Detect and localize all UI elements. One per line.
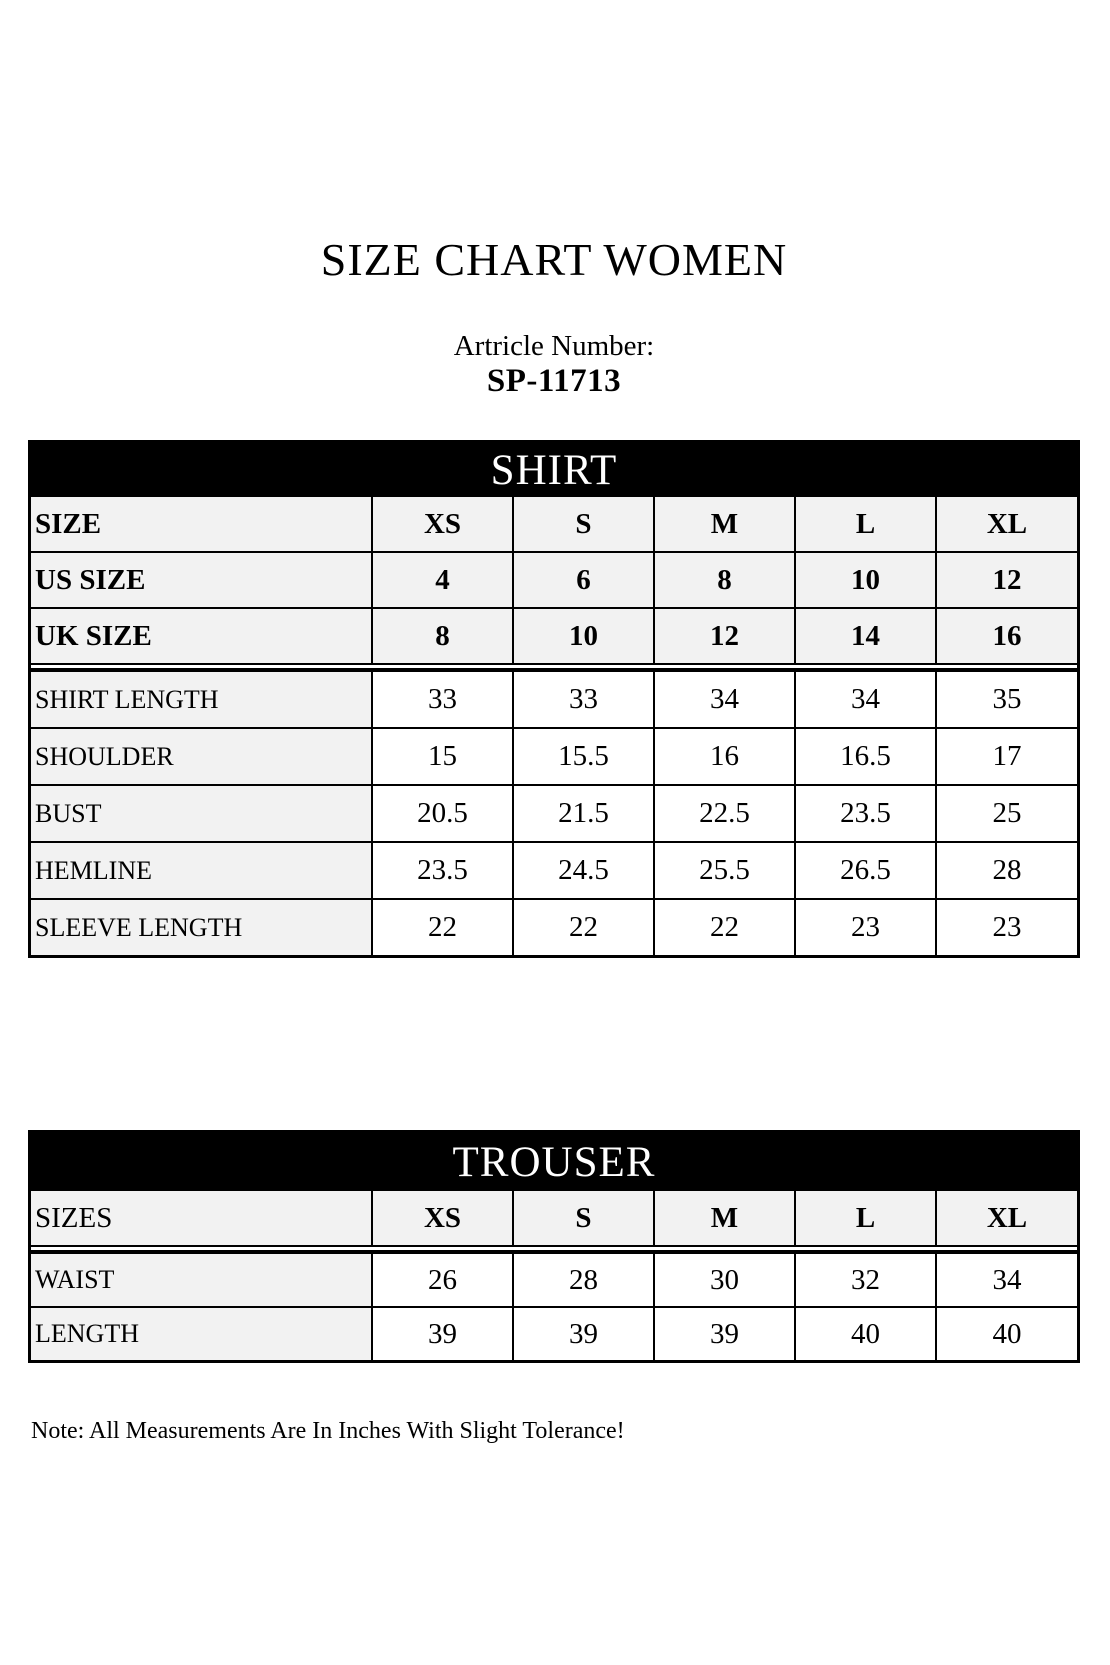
size-value-cell: XS — [372, 1191, 513, 1246]
size-value-cell: 26.5 — [795, 842, 936, 899]
trouser-size-table — [28, 1130, 1080, 1363]
size-value-cell: 35 — [936, 670, 1077, 728]
size-value-cell: 8 — [372, 608, 513, 664]
row-label-cell: HEMLINE — [31, 842, 372, 899]
size-value-cell: 24.5 — [513, 842, 654, 899]
size-value-cell: 28 — [513, 1252, 654, 1307]
size-value-cell: XL — [936, 497, 1077, 552]
measurement-row — [31, 1252, 1077, 1307]
row-label-cell: SHIRT LENGTH — [31, 670, 372, 728]
size-header-row — [31, 608, 1077, 664]
size-header-row — [31, 497, 1077, 552]
size-value-cell: 26 — [372, 1252, 513, 1307]
size-value-cell: 15.5 — [513, 728, 654, 785]
size-value-cell: 34 — [936, 1252, 1077, 1307]
size-value-cell: 39 — [372, 1307, 513, 1360]
row-label-cell: WAIST — [31, 1252, 372, 1307]
shirt-table-body — [31, 668, 1077, 955]
size-value-cell: 23 — [795, 899, 936, 955]
size-value-cell: 17 — [936, 728, 1077, 785]
size-value-cell: M — [654, 1191, 795, 1246]
size-header-row — [31, 1191, 1077, 1246]
size-value-cell: 23.5 — [795, 785, 936, 842]
shirt-table-title-band — [31, 443, 1077, 497]
article-number-label: Artricle Number: — [453, 330, 655, 362]
trouser-table-title: TROUSER — [452, 1138, 656, 1186]
size-value-cell: M — [654, 497, 795, 552]
size-value-cell: S — [513, 497, 654, 552]
row-label-cell: SHOULDER — [31, 728, 372, 785]
size-value-cell: 16 — [936, 608, 1077, 664]
size-header-row — [31, 552, 1077, 608]
row-label-cell: SIZE — [31, 497, 372, 552]
size-value-cell: S — [513, 1191, 654, 1246]
size-value-cell: 12 — [936, 552, 1077, 608]
measurement-row — [31, 1307, 1077, 1360]
row-label-cell: SIZES — [31, 1191, 372, 1246]
size-value-cell: 34 — [795, 670, 936, 728]
row-label-cell: SLEEVE LENGTH — [31, 899, 372, 955]
trouser-table-header — [31, 1191, 1077, 1247]
shirt-size-table — [28, 440, 1080, 958]
trouser-table-body — [31, 1250, 1077, 1360]
shirt-table-header — [31, 497, 1077, 665]
size-value-cell: 23 — [936, 899, 1077, 955]
size-value-cell: 28 — [936, 842, 1077, 899]
row-label-cell: LENGTH — [31, 1307, 372, 1360]
article-number-value: SP-11713 — [486, 363, 622, 399]
size-value-cell: 39 — [654, 1307, 795, 1360]
size-value-cell: 22 — [654, 899, 795, 955]
size-value-cell: 8 — [654, 552, 795, 608]
size-value-cell: 25.5 — [654, 842, 795, 899]
size-value-cell: 16 — [654, 728, 795, 785]
size-value-cell: 34 — [654, 670, 795, 728]
row-label-cell: UK SIZE — [31, 608, 372, 664]
size-value-cell: 21.5 — [513, 785, 654, 842]
size-value-cell: 15 — [372, 728, 513, 785]
size-value-cell: 33 — [372, 670, 513, 728]
size-value-cell: 10 — [513, 608, 654, 664]
measurement-row — [31, 785, 1077, 842]
size-value-cell: 20.5 — [372, 785, 513, 842]
size-value-cell: 33 — [513, 670, 654, 728]
size-value-cell: 32 — [795, 1252, 936, 1307]
size-value-cell: 22 — [372, 899, 513, 955]
size-value-cell: XL — [936, 1191, 1077, 1246]
size-value-cell: 6 — [513, 552, 654, 608]
size-value-cell: 22 — [513, 899, 654, 955]
measurement-row — [31, 899, 1077, 955]
size-value-cell: 10 — [795, 552, 936, 608]
page-title: SIZE CHART WOMEN — [320, 234, 788, 285]
row-label-cell: BUST — [31, 785, 372, 842]
measurement-note: Note: All Measurements Are In Inches With Slight Tolerance! — [31, 1418, 625, 1444]
row-label-cell: US SIZE — [31, 552, 372, 608]
size-value-cell: 14 — [795, 608, 936, 664]
size-value-cell: 40 — [936, 1307, 1077, 1360]
measurement-row — [31, 842, 1077, 899]
size-value-cell: 12 — [654, 608, 795, 664]
trouser-table-title-band — [31, 1133, 1077, 1191]
size-value-cell: 4 — [372, 552, 513, 608]
size-value-cell: 39 — [513, 1307, 654, 1360]
size-value-cell: 30 — [654, 1252, 795, 1307]
measurement-row — [31, 728, 1077, 785]
measurement-row — [31, 670, 1077, 728]
size-value-cell: 16.5 — [795, 728, 936, 785]
shirt-table-title: SHIRT — [490, 446, 618, 494]
size-value-cell: L — [795, 1191, 936, 1246]
size-value-cell: 40 — [795, 1307, 936, 1360]
size-value-cell: 23.5 — [372, 842, 513, 899]
size-value-cell: 25 — [936, 785, 1077, 842]
size-value-cell: L — [795, 497, 936, 552]
size-value-cell: XS — [372, 497, 513, 552]
size-value-cell: 22.5 — [654, 785, 795, 842]
